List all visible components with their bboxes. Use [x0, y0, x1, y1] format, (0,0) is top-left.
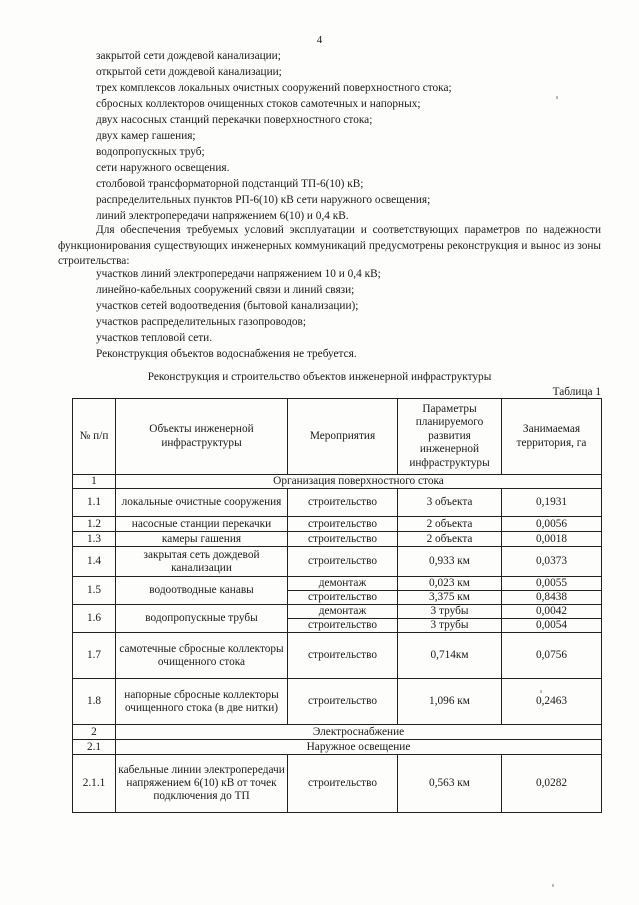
- row-area: 0,0282: [502, 755, 602, 813]
- list-item: двух насосных станций перекачки поверхностного стока;: [96, 114, 373, 126]
- scan-speck: [556, 96, 558, 99]
- row-area: 0,0373: [502, 547, 602, 577]
- row-param: 0,023 км: [398, 577, 502, 591]
- list-item: участков распределительных газопроводов;: [96, 316, 307, 328]
- body-paragraph: Для обеспечения требуемых условий эксплуатации и соответствующих параметров по надежности функционирования существующих инженерных коммуникаций предусмотрены реконструкция и вынос из зоны строительства:: [58, 224, 601, 267]
- row-param: 3 объекта: [398, 489, 502, 517]
- row-param: 1,096 км: [398, 679, 502, 725]
- row-num: 1.3: [73, 532, 116, 547]
- row-action: строительство: [288, 517, 398, 532]
- list-item: распределительных пунктов РП-6(10) кВ сети наружного освещения;: [96, 194, 431, 206]
- scan-speck: [552, 884, 554, 887]
- table-row: [73, 517, 602, 532]
- row-action: строительство: [288, 532, 398, 547]
- row-param: 3,375 км: [398, 591, 502, 605]
- row-action: демонтаж: [288, 577, 398, 591]
- row-area: 0,8438: [502, 591, 602, 605]
- header-params: Параметры планируемого развития инженерной инфраструктуры: [398, 399, 502, 475]
- row-num: 1.7: [73, 633, 116, 679]
- list-item: участков тепловой сети.: [96, 332, 213, 344]
- list-item: сбросных коллекторов очищенных стоков самотечных и напорных;: [96, 98, 421, 110]
- row-param: 2 объекта: [398, 532, 502, 547]
- list-item: трех комплексов локальных очистных сооружений поверхностного стока;: [96, 82, 452, 94]
- row-num: 1.6: [73, 605, 116, 633]
- row-object: водоотводные канавы: [116, 577, 288, 605]
- row-object: напорные сбросные коллекторы очищенного стока (в две нитки): [116, 679, 288, 725]
- row-area: 0,0054: [502, 619, 602, 633]
- section-title: Организация поверхностного стока: [116, 475, 602, 489]
- table-label: Таблица 1: [552, 386, 601, 398]
- row-area: 0,0756: [502, 633, 602, 679]
- row-object: локальные очистные сооружения: [116, 489, 288, 517]
- section-title: Наружное освещение: [116, 740, 602, 755]
- row-area: 0,1931: [502, 489, 602, 517]
- list-item: закрытой сети дождевой канализации;: [96, 50, 281, 62]
- row-area: 0,0056: [502, 517, 602, 532]
- row-area: 0,0042: [502, 605, 602, 619]
- header-num: № п/п: [73, 399, 116, 475]
- row-param: 2 объекта: [398, 517, 502, 532]
- table-row: [73, 489, 602, 517]
- row-action: строительство: [288, 679, 398, 725]
- closing-line: Реконструкция объектов водоснабжения не требуется.: [96, 348, 357, 360]
- row-action: строительство: [288, 591, 398, 605]
- row-num: 1.8: [73, 679, 116, 725]
- section-title: Электроснабжение: [116, 725, 602, 740]
- section-row: [73, 475, 602, 489]
- row-object: самотечные сбросные коллекторы очищенного стока: [116, 633, 288, 679]
- table-row: [73, 547, 602, 577]
- table-row: [73, 577, 602, 591]
- list-item: открытой сети дождевой канализации;: [96, 66, 282, 78]
- scan-speck: [540, 690, 542, 693]
- header-action: Мероприятия: [288, 399, 398, 475]
- list-item: участков линий электропередачи напряжением 10 и 0,4 кВ;: [96, 268, 381, 280]
- header-area: Занимаемая территория, га: [502, 399, 602, 475]
- row-num: 2.1.1: [73, 755, 116, 813]
- row-num: 1.2: [73, 517, 116, 532]
- section-row: [73, 740, 602, 755]
- table-caption: Реконструкция и строительство объектов инженерной инфраструктуры: [147, 371, 492, 383]
- row-area: 0,0055: [502, 577, 602, 591]
- header-object: Объекты инженерной инфраструктуры: [116, 399, 288, 475]
- section-num: 2.1: [73, 740, 116, 755]
- row-action: строительство: [288, 547, 398, 577]
- list-item: двух камер гашения;: [96, 130, 196, 142]
- row-object: водопропускные трубы: [116, 605, 288, 633]
- list-item: участков сетей водоотведения (бытовой канализации);: [96, 300, 359, 312]
- row-object: камеры гашения: [116, 532, 288, 547]
- row-object: закрытая сеть дождевой канализации: [116, 547, 288, 577]
- row-action: строительство: [288, 489, 398, 517]
- table-row: [73, 633, 602, 679]
- page-number: 4: [316, 34, 323, 46]
- list-item: линий электропередачи напряжением 6(10) и 0,4 кВ.: [96, 210, 349, 222]
- row-area: 0,0018: [502, 532, 602, 547]
- table-row: [73, 679, 602, 725]
- row-object: насосные станции перекачки: [116, 517, 288, 532]
- row-param: 0,714км: [398, 633, 502, 679]
- row-num: 1.1: [73, 489, 116, 517]
- row-param: 3 трубы: [398, 619, 502, 633]
- row-param: 3 трубы: [398, 605, 502, 619]
- row-param: 0,933 км: [398, 547, 502, 577]
- row-num: 1.4: [73, 547, 116, 577]
- table-row: [73, 532, 602, 547]
- table-row: [73, 755, 602, 813]
- row-action: строительство: [288, 755, 398, 813]
- section-row: [73, 725, 602, 740]
- section-num: 1: [73, 475, 116, 489]
- list-item: линейно-кабельных сооружений связи и линий связи;: [96, 284, 355, 296]
- list-item: водопропускных труб;: [96, 146, 205, 158]
- list-item: сети наружного освещения.: [96, 162, 230, 174]
- row-param: 0,563 км: [398, 755, 502, 813]
- row-action: демонтаж: [288, 605, 398, 619]
- row-object: кабельные линии электропередачи напряжением 6(10) кВ от точек подключения до ТП: [116, 755, 288, 813]
- section-num: 2: [73, 725, 116, 740]
- table-row: [73, 605, 602, 619]
- row-action: строительство: [288, 619, 398, 633]
- row-area: 0,2463: [502, 679, 602, 725]
- infrastructure-table: [72, 398, 602, 813]
- table-header-row: [73, 399, 602, 475]
- list-item: столбовой трансформаторной подстанций ТП-6(10) кВ;: [96, 178, 364, 190]
- row-action: строительство: [288, 633, 398, 679]
- row-num: 1.5: [73, 577, 116, 605]
